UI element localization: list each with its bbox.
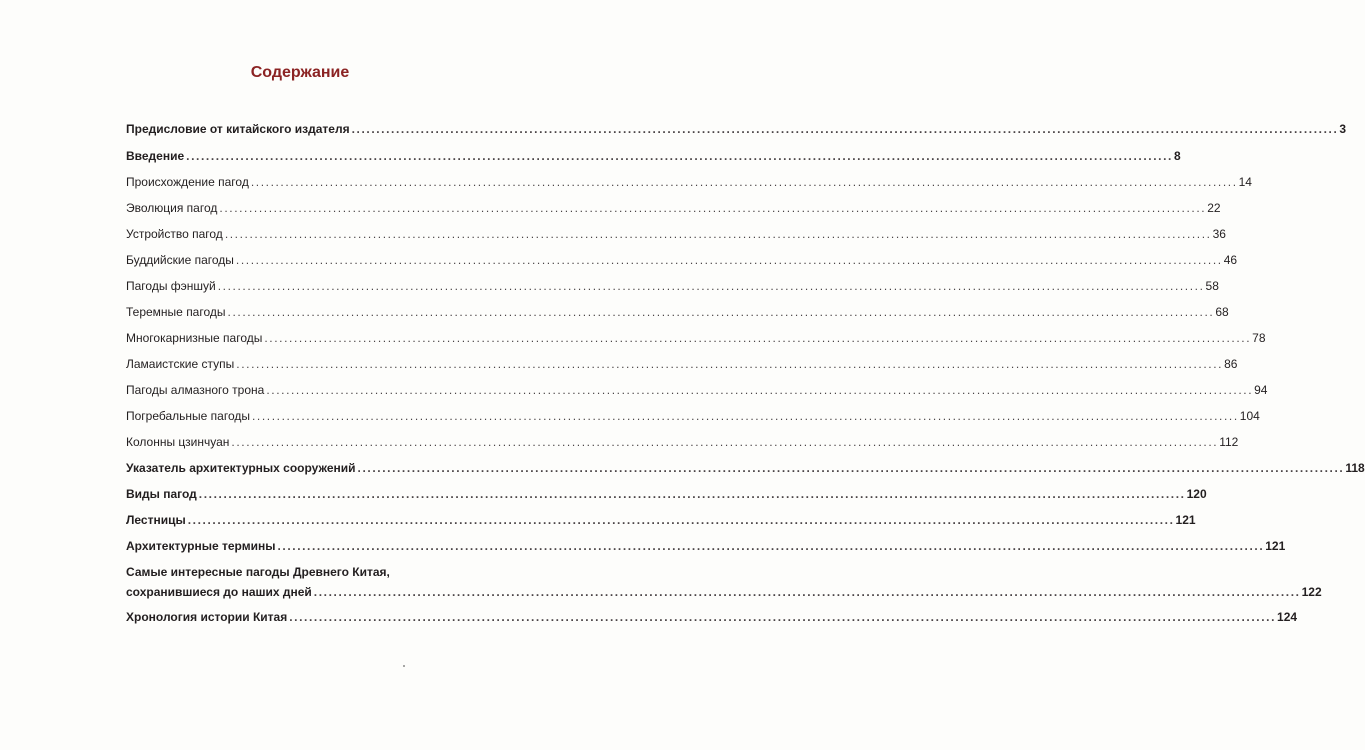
toc-entry-label: Лестницы	[126, 513, 186, 527]
toc-entry-label-line1: Самые интересные пагоды Древнего Китая,	[126, 565, 390, 579]
toc-entry-page: 124	[1277, 610, 1298, 624]
dot-leader: ........................................................................................................................................................................................................	[217, 279, 1205, 293]
toc-entry-page: 118	[1345, 461, 1365, 475]
dot-leader: ........................................................................................................................................................................................................	[252, 409, 1239, 423]
toc-entry[interactable]	[126, 409, 1260, 424]
toc-entry[interactable]	[126, 201, 1221, 216]
dot-leader: ........................................................................................................................................................................................................	[187, 513, 1175, 527]
toc-entry-page: 68	[1215, 305, 1229, 319]
dot-leader: ........................................................................................................................................................................................................	[351, 122, 1339, 136]
toc-entry[interactable]	[126, 435, 1239, 450]
toc-entry-label: Хронология истории Китая	[126, 610, 288, 624]
toc-entry-page: 86	[1224, 357, 1238, 371]
dot-leader: ........................................................................................................................................................................................................	[266, 383, 1254, 397]
dot-leader: ........................................................................................................................................................................................................	[224, 227, 1212, 241]
toc-entry[interactable]	[126, 383, 1268, 398]
dot-leader: ........................................................................................................................................................................................................	[357, 461, 1345, 475]
page-title: Содержание	[250, 64, 350, 81]
toc-entry-label: Ламаистские ступы	[126, 357, 235, 371]
toc-entry-label: Предисловие от китайского издателя	[126, 122, 350, 136]
toc-entry-page: 104	[1239, 409, 1260, 423]
toc-entry-label: Многокарнизные пагоды	[126, 331, 263, 345]
dot-leader: ........................................................................................................................................................................................................	[235, 253, 1223, 267]
toc-entry-label: Введение	[126, 149, 185, 163]
dot-leader: ........................................................................................................................................................................................................	[231, 435, 1219, 449]
toc-entry-page: 46	[1223, 253, 1238, 267]
toc-entry-label: Архитектурные термины	[126, 539, 276, 553]
toc-entry-page: 22	[1207, 201, 1221, 215]
dot-leader: ........................................................................................................................................................................................................	[289, 610, 1277, 624]
dot-leader: ........................................................................................................................................................................................................	[277, 539, 1265, 553]
toc-entry-label: Буддийские пагоды	[126, 253, 234, 267]
dot-leader: ........................................................................................................................................................................................................	[250, 175, 1238, 189]
dot-leader: ........................................................................................................................................................................................................	[186, 149, 1173, 163]
print-speck	[403, 665, 405, 667]
toc-entry-label: Эволюция пагод	[126, 201, 218, 215]
toc-entry-label: Пагоды фэншуй	[126, 279, 216, 293]
toc-entry[interactable]	[126, 279, 1219, 294]
toc-entry-page: 121	[1265, 539, 1286, 553]
toc-entry-page: 58	[1205, 279, 1219, 293]
toc-entry-page: 14	[1238, 175, 1252, 189]
toc-entry[interactable]	[126, 305, 1229, 320]
toc-entry-page: 112	[1219, 435, 1239, 449]
toc-entry-page: 122	[1301, 585, 1322, 599]
toc-entry[interactable]	[126, 565, 1322, 600]
toc-entry[interactable]	[126, 175, 1252, 190]
dot-leader: ........................................................................................................................................................................................................	[198, 487, 1186, 501]
toc-entry[interactable]	[126, 610, 1298, 625]
dot-leader: ........................................................................................................................................................................................................	[236, 357, 1224, 371]
toc-entry-page: 8	[1173, 149, 1181, 163]
toc-entry-page: 3	[1339, 122, 1347, 136]
dot-leader: ........................................................................................................................................................................................................	[219, 201, 1207, 215]
dot-leader: ........................................................................................................................................................................................................	[227, 305, 1215, 319]
toc-entry[interactable]	[126, 487, 1207, 502]
toc-entry-page: 120	[1186, 487, 1207, 501]
toc-entry-label: Указатель архитектурных сооружений	[126, 461, 356, 475]
toc-entry[interactable]	[126, 357, 1238, 372]
toc-entry-label: Устройство пагод	[126, 227, 223, 241]
toc-entry[interactable]	[126, 331, 1266, 346]
toc-entry-label: Происхождение пагод	[126, 175, 249, 189]
toc-entry-label: Погребальные пагоды	[126, 409, 250, 423]
toc-entry[interactable]	[126, 149, 1181, 164]
toc-entry-page: 36	[1212, 227, 1226, 241]
toc-entry-page: 94	[1254, 383, 1268, 397]
toc-entry-label: Колонны цзинчуан	[126, 435, 230, 449]
dot-leader: ........................................................................................................................................................................................................	[313, 585, 1301, 599]
toc-entry-page: 78	[1252, 331, 1266, 345]
toc-entry-label: Пагоды алмазного трона	[126, 383, 265, 397]
toc-entry[interactable]	[126, 539, 1286, 554]
toc-entry-label: Теремные пагоды	[126, 305, 226, 319]
toc-entry[interactable]	[126, 513, 1196, 528]
toc-entry-label: Виды пагод	[126, 487, 197, 501]
toc-entry[interactable]	[126, 253, 1238, 268]
dot-leader: ........................................................................................................................................................................................................	[264, 331, 1252, 345]
toc-entry-page: 121	[1175, 513, 1196, 527]
toc-entry[interactable]	[126, 227, 1226, 242]
toc-entry[interactable]	[126, 461, 1365, 476]
toc-entry[interactable]	[126, 122, 1347, 137]
toc-entry-label: сохранившиеся до наших дней	[126, 585, 312, 599]
